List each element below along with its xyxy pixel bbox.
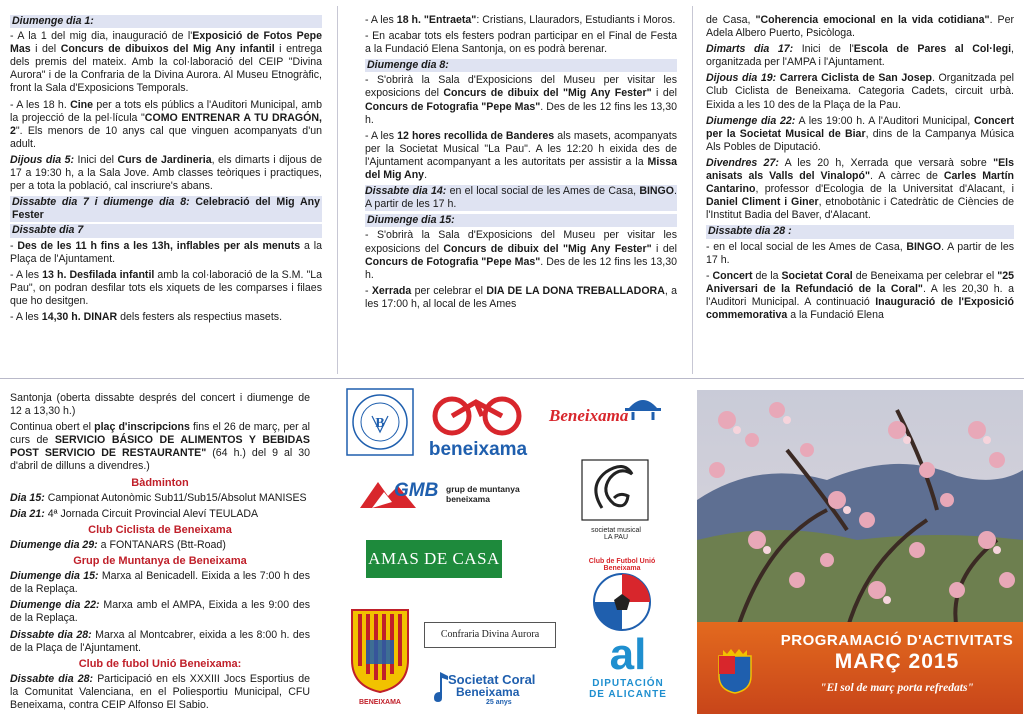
event-paragraph: Dissabte dia 28: Participació en els XXXIII Jocs Esportius de la Comunitat Valenciana, en el Poliesportiu Municipal, CFU Beneixama, contra CEIP Alfonso El Sabio. (10, 672, 310, 711)
town-coat-of-arms (715, 646, 755, 694)
lapau-text-1: societat musical (591, 527, 641, 534)
event-paragraph: - S'obrirà la Sala d'Exposicions del Museu per visitar les exposicions del Concurs de dibuix del "Mig Any Fester" i del Concurs de Fotografia "Pepe Mas". Des de les 12 fins les 13,30 h. (365, 74, 677, 126)
poster-quote: "El sol de març porta refredats" (820, 682, 974, 694)
event-paragraph: - A les 14,30 h. DINAR dels festers als respectius masets. (10, 310, 283, 323)
confraria-logo (424, 622, 556, 648)
diputacion-text-2: DE ALICANTE (589, 689, 667, 700)
column-2 (365, 14, 677, 314)
event-paragraph: Dia 21: 4ª Jornada Circuit Provincial Aleví TEULADA (10, 507, 259, 520)
amas-de-casa-logo (366, 540, 502, 578)
badminton-club-logo (346, 388, 414, 456)
event-paragraph: Continua obert el plaç d'inscripcions fins el 26 de març, per al curs de SERVICIO BÁSICO DE ALIMENTOS Y BEBIDAS POST SERVICIO DE RESTAURANTE" (64 h.) del 9 al 30 d'abril de dilluns a divendres.) (10, 421, 310, 473)
fold-line (0, 378, 1024, 379)
event-paragraph: Dia 15: Campionat Autonòmic Sub11/Sub15/Absolut MANISES (10, 491, 307, 504)
event-paragraph: - En acabar tots els festers podran participar en el Final de Festa a la Fundació Elena Santonja, on es podrà berenar. (365, 30, 677, 56)
amas-logo-text: AMAS DE CASA (368, 549, 500, 568)
cover-poster (697, 390, 1023, 714)
event-paragraph: - Concert de la Societat Coral de Beneixama per celebrar el "25 Aniversari de la Refundació de la Coral". A les 20,30 h. a l'Auditori Municipal. A continuació Inauguració de l'Exposició commemorativa a la Fundació Elena (706, 269, 1014, 321)
ajuntament-logo-text: Beneixama (549, 406, 629, 425)
diputacion-logo (578, 632, 678, 716)
section-title: Bàdminton (131, 476, 189, 489)
coral-logo (430, 668, 560, 710)
coral-text-1: Societat Coral (448, 672, 536, 687)
ajuntament-logo (547, 388, 679, 432)
event-paragraph: de Casa, "Coherencia emocional en la vida cotidiana". Per Adela Albero Puerto, Psicòloga. (706, 14, 1014, 40)
event-paragraph: - Des de les 11 h fins a les 13h, inflables per als menuts a la Plaça de l'Ajuntament. (10, 239, 322, 265)
event-paragraph: Diumenge dia 29: a FONTANARS (Btt-Road) (10, 538, 226, 551)
event-paragraph: Dimarts dia 17: Inici de l'Escola de Pares al Col·legi, organitzada per l'AMPA i l'Ajuntament. (706, 43, 1014, 69)
event-paragraph: - A les 18 h. Cine per a tots els públics a l'Auditori Municipal, amb la projecció de la pel·lícula "COMO ENTRENAR A TU DRAGÓN, 2". Els menors de 10 anys cal que vinguen acompanyats d'un adult. (10, 98, 322, 150)
cycling-club-logo (428, 392, 528, 458)
event-paragraph: Dijous dia 5: Inici del Curs de Jardineria, els dimarts i dijous de 17 a 19:30 h, a la Sala Jove. Amb classes teòriques i practiques, per a tota la població, cal inscriure's abans. (10, 153, 323, 193)
day-header: Diumenge dia 15: (365, 214, 677, 227)
day-header: Dissabte dia 28 : (706, 225, 1014, 238)
coral-text-3: 25 anys (486, 699, 512, 706)
day-header: Dissabte dia 7 (10, 224, 322, 237)
event-paragraph: Santonja (oberta dissabte després del concert i diumenge de 12 a 13,30 h.) (10, 392, 310, 418)
column-3 (706, 14, 1014, 325)
cycling-logo-text: beneixama (428, 439, 528, 460)
confraria-text: Confraria Divina Aurora (440, 629, 540, 640)
section-title: Club Ciclista de Beneixama (88, 523, 232, 536)
gmb-mark: GMB (394, 480, 439, 501)
section-title: Club de fubol Unió Beneixama: (78, 657, 242, 670)
poster-title: PROGRAMACIÓ D'ACTIVITATS (780, 632, 1014, 649)
column-divider (692, 6, 693, 374)
event-paragraph: Dissabte dia 28: Marxa al Montcabrer, eixida a les 8:00 h. des de la Plaça de l'Ajuntament. (10, 628, 310, 654)
event-paragraph: Dissabte dia 14: en el local social de les Ames de Casa, BINGO. A partir de les 17 h. (365, 185, 677, 211)
comparses-text: BENEIXAMA (358, 699, 401, 706)
day-header: Diumenge dia 1: (10, 15, 322, 28)
event-paragraph: - Xerrada per celebrar el DIA DE LA DONA TREBALLADORA, a les 17:00 h, al local de les Ames (365, 284, 677, 310)
column-4 (10, 392, 310, 715)
lapau-text-2: LA PAU (604, 534, 628, 541)
futbol-logo-text: Club de Futbol Unió Beneixama (588, 558, 656, 572)
event-paragraph: Diumenge dia 15: Marxa al Benicadell. Eixida a les 7:00 h des de la Replaça. (10, 570, 310, 596)
event-paragraph: - A les 13 h. Desfilada infantil amb la col·laboració de la S.M. "La Pau", on podran desfilar tots els xiquets de les comparses i filaes que ho desitgen. (10, 268, 323, 307)
gmb-text-2: beneixama (446, 494, 490, 504)
day-header: Dissabte dia 7 i diumenge dia 8: Celebració del Mig Any Fester (12, 196, 321, 222)
event-paragraph: - A la 1 del mig dia, inauguració de l'Exposició de Fotos Pepe Mas i del Concurs de dibuixos del Mig Any infantil i entrega dels premis del mateix. Amb la col·laboració del CEIP "Divina Aurora" i de la Confraria de la Divina Aurora. Al Museu Etnogràfic, front la Sala d'Exposicions Temporals. (10, 30, 323, 95)
column-1 (10, 14, 322, 327)
diputacion-mark: al (609, 630, 647, 679)
event-paragraph: - A les 18 h. "Entraeta": Cristians, Llauradors, Estudiants i Moros. (365, 14, 676, 26)
event-paragraph: Diumenge dia 22: A les 19:00 h. A l'Auditori Municipal, Concert per la Societat Musical de Biar, dins de la Campanya Música Als Pobles de Diputació. (706, 114, 1014, 153)
svg-text:B: B (375, 416, 385, 431)
day-header: Diumenge dia 8: (365, 59, 677, 72)
comparses-shield (348, 606, 412, 706)
event-paragraph: - A les 12 hores recollida de Banderes als masets, acompanyats per la Societat Musical "La Pau". A les 12:20 h eixida des de l'Ajuntament acompanyant a les autoritats per assistir a la Missa del Mig Any. (365, 129, 677, 182)
section-title: Grup de Muntanya de Beneixama (73, 555, 247, 568)
column-divider (337, 6, 338, 374)
almond-blossom-photo (697, 390, 1023, 630)
lapau-logo (580, 456, 660, 550)
diputacion-text-1: DIPUTACIÓN (592, 678, 664, 689)
event-paragraph: - S'obrirà la Sala d'Exposicions del Museu per visitar les exposicions del Concurs de dibuix del "Mig Any Fester" i del Concurs de Fotografia "Pepe Mas". Des de les 12 fins les 13,30 h. (365, 229, 677, 281)
event-paragraph: - en el local social de les Ames de Casa, BINGO. A partir de les 17 h. (706, 240, 1015, 266)
event-paragraph: Diumenge dia 22: Marxa amb el AMPA, Eixida a les 9:00 des de la Replaça. (10, 599, 311, 625)
gmb-text-1: grup de muntanya (446, 484, 520, 494)
event-paragraph: Divendres 27: A les 20 h, Xerrada que versarà sobre "Els anisats als Valls del Vinalopó". A càrrec de Carles Martín Cantarino, professor d'Ecologia de la Universitat d'Alacant, i Daniel Climent i Giner, etnobotànic i Catedràtic de Ciències de l'Institut Badia del Baver, d'Alacant. (706, 156, 1014, 222)
coral-text-2: Beneixama (456, 685, 520, 699)
poster-month: MARÇ 2015 (834, 650, 960, 673)
gmb-logo (358, 474, 538, 518)
event-paragraph: Dijous dia 19: Carrera Ciclista de San Josep. Organitzada pel Club Ciclista de Beneixama. Categoria Cadets, circuit urbà. Eixida a les 10 des de la Plaça de la Pau. (706, 72, 1014, 111)
